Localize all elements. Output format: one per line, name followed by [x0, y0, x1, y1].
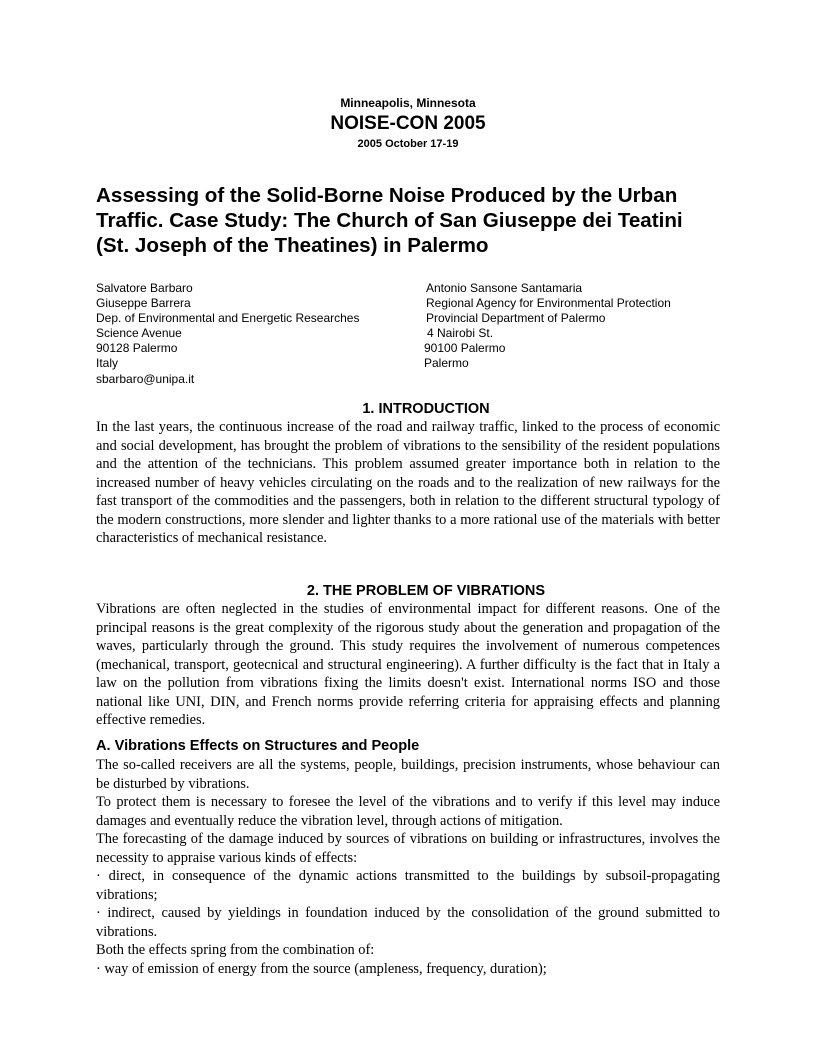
section-heading-vibrations: 2. THE PROBLEM OF VIBRATIONS: [306, 583, 546, 599]
conference-name: NOISE-CON 2005: [330, 113, 486, 134]
bullet-item: · direct, in consequence of the dynamic actions transmitted to the buildings by subsoil-propagating vibrations;: [96, 868, 720, 903]
author-address: 90128 Palermo: [96, 341, 178, 356]
body-paragraph: The forecasting of the damage induced by sources of vibrations on building or infrastructures, involves the necessity to appraise various kinds of effects:: [96, 831, 720, 866]
vibrations-paragraph: Vibrations are often neglected in the studies of environmental impact for different reasons. One of the principal reasons is the great complexity of the rigorous study about the generation and propagation of the waves, particularly through the ground. This study requires the involvement of numerous competences (mechanical, transport, geotecnical and structural engineering). A further difficulty is the fact that in Italy a law on the pollution from vibrations fixing the limits doesn't exist. International norms ISO and those national like UNI, DIN, and French norms provide referring criteria for appraising effects and planning effective remedies.: [96, 601, 720, 728]
author-address: Science Avenue: [96, 326, 182, 341]
section-heading-introduction: 1. INTRODUCTION: [362, 401, 490, 417]
author-address: 90100 Palermo: [424, 341, 506, 356]
bullet-item: · way of emission of energy from the source (ampleness, frequency, duration);: [96, 960, 547, 977]
author-name: Giuseppe Barrera: [96, 296, 191, 311]
bullet-item: · indirect, caused by yieldings in foundation induced by the consolidation of the ground submitted to vibrations.: [96, 905, 720, 940]
body-paragraph: To protect them is necessary to foresee the level of the vibrations and to verify if this level may induce damages and eventually reduce the vibration level, through actions of mitigation.: [96, 794, 720, 829]
body-paragraph: The so-called receivers are all the systems, people, buildings, precision instruments, whose behaviour can be disturbed by vibrations.: [96, 757, 720, 792]
author-email: sbarbaro@unipa.it: [96, 371, 195, 386]
paper-title: Assessing of the Solid-Borne Noise Produced by the Urban Traffic. Case Study: The Church of San Giuseppe dei Teatini (St. Joseph of the Theatines) in Palermo: [96, 184, 683, 257]
author-name: Salvatore Barbaro: [96, 281, 193, 295]
conference-date: 2005 October 17-19: [357, 138, 459, 150]
author-city: Palermo: [424, 356, 469, 371]
author-column-right: [426, 281, 671, 372]
author-name: Antonio Sansone Santamaria: [426, 281, 583, 295]
author-affiliation: Dep. of Environmental and Energetic Researches: [96, 311, 360, 326]
author-affiliation: Provincial Department of Palermo: [426, 311, 606, 326]
subsection-heading-effects: A. Vibrations Effects on Structures and People: [96, 738, 420, 754]
body-paragraph: Both the effects spring from the combination of:: [96, 942, 375, 958]
author-country: Italy: [96, 356, 119, 371]
introduction-paragraph: In the last years, the continuous increase of the road and railway traffic, linked to the process of economic and social development, has brought the problem of vibrations to the sensibility of the resident populations and the attention of the technicians. This problem assumed greater importance both in relation to the increased number of heavy vehicles circulating on the roads and to the realization of new railways for the fast transport of the commodities and the passengers, both in relation to the different structural typology of the modern constructions, more slender and lighter thanks to a more rational use of the materials with better characteristics of mechanical resistance.: [96, 419, 720, 546]
author-address: 4 Nairobi St.: [427, 326, 494, 341]
author-column-left: [96, 281, 359, 387]
conference-city: Minneapolis, Minnesota: [340, 96, 476, 110]
subsection-body: [96, 756, 720, 978]
author-affiliation: Regional Agency for Environmental Protection: [426, 296, 671, 311]
